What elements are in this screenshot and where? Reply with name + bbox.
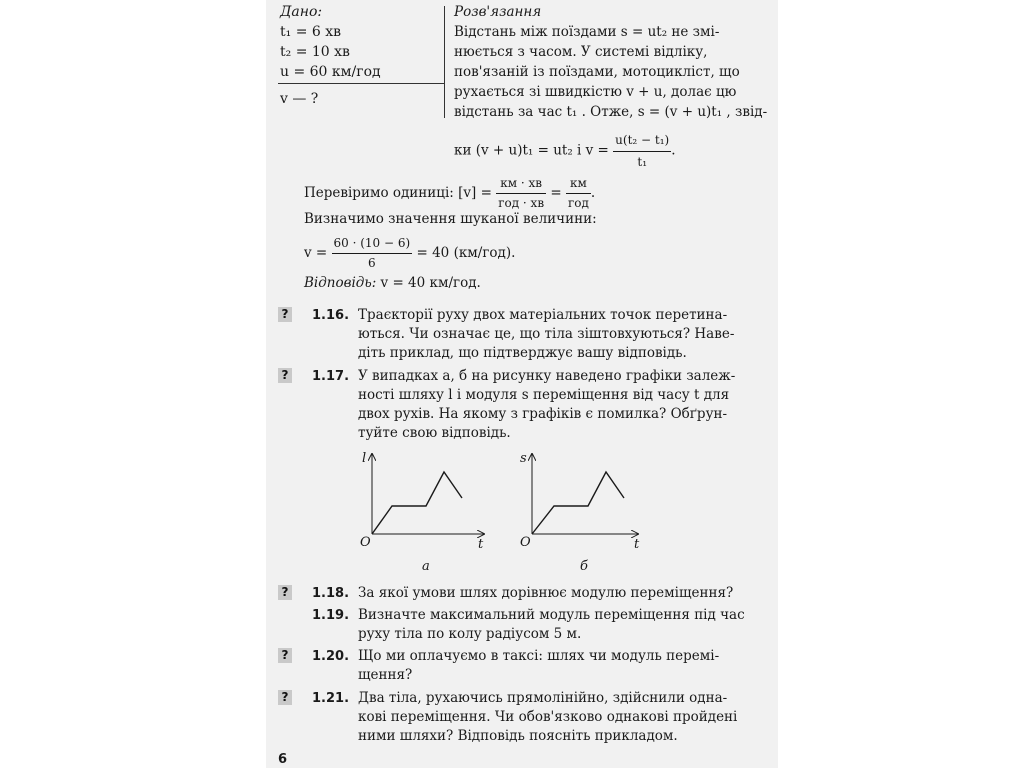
question-mark-1-20: ? xyxy=(278,648,292,663)
solution-line-5: відстань за час t₁ . Отже, s = (v + u)t₁ , звід- xyxy=(454,104,768,120)
graph-a xyxy=(360,451,484,574)
value-calc-fraction-den: 6 xyxy=(368,256,376,270)
problem-1-18-line-1: За якої умови шлях дорівнює модулю переміщення? xyxy=(358,585,734,601)
units-fraction-2 xyxy=(566,174,591,213)
answer-text: v = 40 км/год. xyxy=(376,275,481,291)
solution-line-6-text: ки (v + u)t₁ = ut₂ і v = xyxy=(454,142,614,159)
value-calc-line xyxy=(304,234,515,273)
question-mark-1-16: ? xyxy=(278,307,292,322)
solution-line-6: ки (v + u)t₁ = ut₂ і v = $\frac{\text{u(t₂ − t₁)}}{\text{t₁}}$ . xyxy=(454,130,676,172)
problem-number-1-17: 1.17. xyxy=(312,369,350,384)
problem-1-19-line-2: руху тіла по колу радіусом 5 м. xyxy=(358,626,582,642)
given-find: v — ? xyxy=(280,91,319,107)
units-fraction-1 xyxy=(496,174,546,213)
motion-graphs-figure xyxy=(346,448,746,574)
problem-number-1-19: 1.19. xyxy=(312,608,350,623)
graph-b-y-label: s xyxy=(520,451,527,466)
problem-1-17-line-1: У випадках а, б на рисунку наведено графіки залеж- xyxy=(358,368,736,384)
value-calc-result: = 40 (км/год). xyxy=(412,245,516,261)
question-mark-1-18: ? xyxy=(278,585,292,600)
problem-number-1-16: 1.16. xyxy=(312,308,350,323)
solution-fraction xyxy=(613,130,671,172)
problem-number-1-21: 1.21. xyxy=(312,691,350,706)
units-check-line: Перевіримо одиниці: [v] = $\frac{км \cdot хв}{\text{год · хв}}$ = $\frac{км}{\text{год}}$ . xyxy=(304,174,595,213)
units-fraction-2-num: км xyxy=(566,174,591,194)
given-header: Дано: xyxy=(280,4,323,20)
solution-header: Розв'язання xyxy=(454,4,542,20)
problem-1-16-line-1: Траєкторії руху двох матеріальних точок перетина- xyxy=(358,307,728,323)
units-check-text: Перевіримо одиниці: [v] = xyxy=(304,185,497,201)
graph-a-line xyxy=(372,472,462,534)
solution-line-4: рухається зі швидкістю v + u, долає цю xyxy=(454,84,737,100)
graph-b xyxy=(520,451,640,574)
solution-fraction-num: u(t₂ − t₁) xyxy=(613,130,671,152)
value-calc-text: Визначимо значення шуканої величини: xyxy=(304,211,597,227)
given-t2: t₂ = 10 хв xyxy=(280,44,350,60)
answer-label: Відповідь: xyxy=(304,275,377,291)
graph-b-line xyxy=(532,472,624,534)
graph-a-y-label: l xyxy=(362,451,367,466)
problem-number-1-18: 1.18. xyxy=(312,586,350,601)
graph-b-x-label: t xyxy=(634,537,640,552)
units-fraction-1-num: км · хв xyxy=(496,174,546,194)
value-calc-fraction-num: 60 · (10 − 6) xyxy=(332,234,413,254)
question-mark-1-21: ? xyxy=(278,690,292,705)
solution-fraction-den: t₁ xyxy=(637,154,648,169)
problem-1-17-line-4: туйте свою відповідь. xyxy=(358,425,511,441)
problem-1-21-line-2: кові переміщення. Чи обов'язково однакові пройдені xyxy=(358,709,738,725)
problem-1-16-line-3: діть приклад, що підтверджує вашу відповідь. xyxy=(358,345,687,361)
problem-1-21-line-3: ними шляхи? Відповідь поясніть прикладом. xyxy=(358,728,678,744)
units-fraction-1-den: год · хв xyxy=(498,196,545,210)
graph-b-origin-label: O xyxy=(520,535,531,550)
textbook-page xyxy=(266,0,778,768)
value-calc-fraction xyxy=(332,234,413,273)
problem-1-20-line-2: щення? xyxy=(358,667,413,683)
given-u: u = 60 км/год xyxy=(280,64,381,80)
problem-1-17-line-2: ності шляху l і модуля s переміщення від часу t для xyxy=(358,387,730,403)
solution-vertical-divider xyxy=(444,6,445,118)
problem-1-16-line-2: ються. Чи означає це, що тіла зіштовхуються? Наве- xyxy=(358,326,735,342)
solution-line-3: пов'язаній із поїздами, мотоцикліст, що xyxy=(454,64,740,80)
graph-a-origin-label: O xyxy=(360,535,371,550)
problem-number-1-20: 1.20. xyxy=(312,649,350,664)
problem-1-21-line-1: Два тіла, рухаючись прямолінійно, здійснили одна- xyxy=(358,690,728,706)
solution-line-1: Відстань між поїздами s = ut₂ не змі- xyxy=(454,24,720,40)
solution-line-2: нюється з часом. У системі відліку, xyxy=(454,44,708,60)
given-t1: t₁ = 6 хв xyxy=(280,24,342,40)
problem-1-17-line-3: двох рухів. На якому з графіків є помилка? Обґрун- xyxy=(358,406,728,422)
problem-1-19-line-1: Визначте максимальний модуль переміщення під час xyxy=(358,607,745,623)
graph-a-caption: а xyxy=(422,559,430,574)
given-divider xyxy=(278,83,444,84)
answer-line xyxy=(304,274,481,293)
units-fraction-2-den: год xyxy=(567,196,589,210)
problem-1-20-line-1: Що ми оплачуємо в таксі: шлях чи модуль перемі- xyxy=(358,648,720,664)
graph-a-x-label: t xyxy=(478,537,484,552)
graph-b-caption: б xyxy=(580,559,588,574)
question-mark-1-17: ? xyxy=(278,368,292,383)
page-number: 6 xyxy=(278,752,288,767)
value-calc-prefix: v = xyxy=(304,245,332,261)
